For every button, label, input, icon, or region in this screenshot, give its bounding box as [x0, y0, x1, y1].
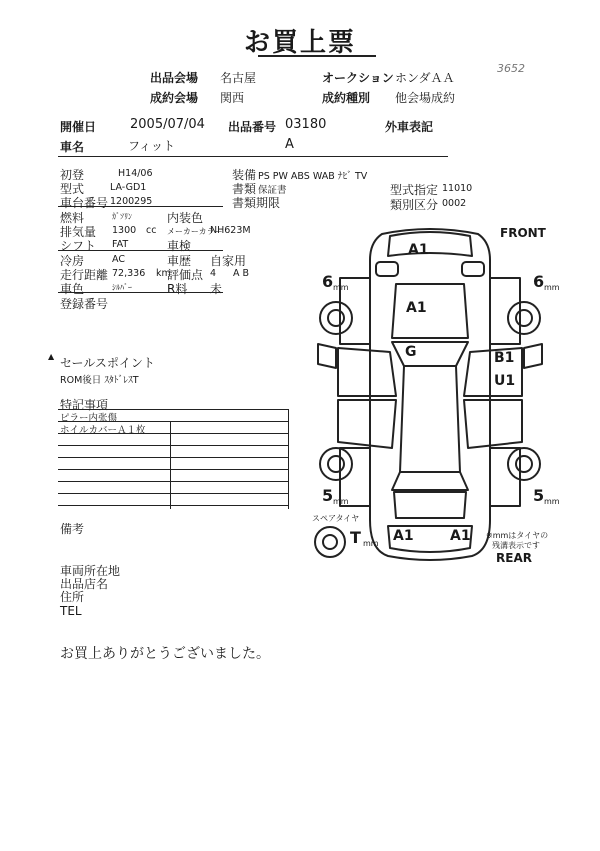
color-value: ｼﾙﾊﾞｰ — [112, 283, 132, 292]
diagram-note-2: 残溝表示です — [492, 541, 540, 550]
store-label: 出品店名 — [60, 577, 109, 591]
plate-label: 登録番号 — [60, 297, 109, 311]
wheel-front-left — [320, 302, 352, 334]
left-rear-door — [338, 400, 396, 448]
auction-value: ホンダＡＡ — [395, 71, 455, 85]
spare-unit: mm — [363, 539, 379, 548]
fuel-value: ｶﾞｿﾘﾝ — [112, 212, 132, 221]
lot-value: 03180 — [285, 117, 327, 132]
fuel-label: 燃料 — [60, 211, 85, 225]
venue-value: 名古屋 — [220, 71, 257, 85]
special-row-rule — [58, 469, 288, 470]
maker-color-label: メーカーカラー — [167, 227, 223, 236]
body-outline — [370, 229, 490, 560]
front-bumper — [388, 232, 472, 256]
disp-value: 1300 — [112, 225, 137, 236]
thanks-message: お買上ありがとうございました。 — [60, 646, 270, 662]
left-front-door — [338, 348, 396, 396]
score-sub: A B — [233, 268, 250, 279]
rear-label: REAR — [496, 551, 532, 565]
right-headlight — [462, 262, 484, 276]
special-row-rule — [58, 493, 288, 494]
rear-glass-panel — [392, 472, 468, 490]
venue-label: 出品会場 — [150, 71, 199, 85]
date-value: 2005/07/04 — [130, 117, 205, 132]
special-mid-divider — [170, 421, 171, 509]
chassis-label: 車台番号 — [60, 196, 109, 210]
history-label: 車歴 — [167, 254, 192, 268]
inspection-label: 車検 — [167, 239, 192, 253]
special-row-rule — [58, 433, 288, 434]
page-title: お買上票 — [243, 28, 356, 58]
mark-a1-rear-left: A1 — [393, 528, 414, 544]
ac-label: 冷房 — [60, 254, 85, 268]
interior-label: 内装色 — [167, 211, 204, 225]
score-value: 4 — [210, 268, 217, 279]
shift-value: FAT — [112, 239, 129, 250]
tire-rl-value: 5 — [322, 486, 334, 505]
score-label: 評価点 — [167, 268, 204, 282]
color-label: 車色 — [60, 282, 85, 296]
location-label: 車両所在地 — [60, 564, 121, 578]
windshield-panel — [392, 342, 468, 366]
wheel-spare — [315, 527, 345, 557]
chassis-value: 1200295 — [110, 196, 153, 207]
ac-value: AC — [112, 254, 125, 265]
class-value: 0002 — [442, 198, 467, 209]
tire-fl-value: 6 — [322, 272, 334, 291]
history-value: 自家用 — [210, 254, 247, 268]
tire-rl-unit: mm — [333, 497, 349, 506]
spare-tire-label: スペアタイヤ — [312, 514, 360, 523]
special-row-rule — [58, 481, 288, 482]
trunk-panel — [394, 492, 466, 518]
mark-a1-rear-right: A1 — [450, 528, 471, 544]
car-name-value: フィット — [128, 139, 176, 153]
bullet-mark: ▲ — [48, 352, 55, 361]
special-row-text: ホイルカバーＡ１枚 — [60, 425, 146, 436]
manual-label: 書類 — [232, 182, 257, 196]
maker-color-value: NH623M — [210, 225, 251, 236]
date-label: 開催日 — [60, 120, 97, 134]
sales-point-label: セールスポイント — [60, 356, 155, 370]
contract-venue-value: 関西 — [220, 91, 245, 105]
shift-label: シフト — [60, 239, 97, 253]
first-reg-label: 初登 — [60, 168, 85, 182]
auction-label: オークション — [322, 71, 394, 85]
type-spec-value: 11010 — [442, 183, 473, 194]
model-value: LA-GD1 — [110, 182, 147, 193]
special-row-rule — [58, 445, 288, 446]
sales-point-value: ROM後日 ｽﾀﾄﾞﾚｽT — [60, 375, 139, 386]
mark-b1: B1 — [494, 350, 515, 366]
spec-rule-2 — [58, 250, 223, 251]
foreign-label: 外車表記 — [385, 120, 434, 134]
mark-u1: U1 — [494, 373, 516, 389]
roof-panel — [400, 366, 460, 472]
wheel-rear-left — [320, 448, 352, 480]
r-value: 未 — [210, 282, 223, 296]
mark-g: G — [405, 344, 417, 360]
right-mirror — [524, 344, 542, 368]
left-headlight — [376, 262, 398, 276]
contract-type-label: 成約種別 — [322, 91, 371, 105]
car-name-grade: A — [285, 137, 294, 152]
right-front-fender — [490, 278, 520, 344]
special-row-rule — [58, 505, 288, 506]
wheel-rear-right — [508, 448, 540, 480]
front-label: FRONT — [500, 226, 546, 240]
equip-label: 装備 — [232, 168, 257, 182]
lot-label: 出品番号 — [228, 120, 277, 134]
special-right-border — [288, 409, 289, 509]
manual-value: 保証書 — [258, 185, 287, 196]
tire-fl-unit: mm — [333, 283, 349, 292]
tire-rr-unit: mm — [544, 497, 560, 506]
car-name-rule — [58, 156, 448, 157]
address-label: 住所 — [60, 590, 85, 604]
wheel-front-right — [508, 302, 540, 334]
tire-rr-value: 5 — [533, 486, 545, 505]
tel-label: TEL — [60, 604, 82, 618]
spec-rule-3 — [58, 292, 223, 293]
special-label: 特記事項 — [60, 398, 109, 412]
mileage-value: 72,336 — [112, 268, 146, 279]
mark-a1-hood: A1 — [406, 300, 427, 316]
equip-value: PS PW ABS WAB ﾅﾋﾞ TV — [258, 171, 368, 182]
model-label: 型式 — [60, 182, 85, 196]
disp-unit: cc — [146, 225, 157, 236]
spare-mark: T — [350, 528, 361, 547]
right-rear-door — [464, 400, 522, 448]
title-underline — [258, 55, 376, 57]
special-row-text: ピラー内张傷 — [60, 413, 118, 424]
first-reg-value: H14/06 — [118, 168, 153, 179]
spec-rule-1 — [58, 206, 223, 207]
diagram-note-1: ※mmはタイヤの — [486, 531, 549, 540]
mileage-unit: km — [156, 268, 171, 279]
hood-panel — [392, 284, 468, 338]
contract-venue-label: 成約会場 — [150, 91, 199, 105]
doc-period-label: 書類期限 — [232, 196, 281, 210]
mileage-label: 走行距離 — [60, 268, 109, 282]
remarks-label: 備考 — [60, 522, 85, 536]
tire-fr-unit: mm — [544, 283, 560, 292]
r-label: R料 — [167, 282, 188, 296]
special-row-rule — [58, 457, 288, 458]
class-label: 類別区分 — [390, 198, 439, 212]
left-mirror — [318, 344, 336, 368]
contract-type-value: 他会場成約 — [395, 91, 456, 105]
handwritten-note: 3652 — [497, 62, 525, 75]
car-name-label: 車名 — [60, 140, 85, 154]
tire-fr-value: 6 — [533, 272, 545, 291]
type-spec-label: 型式指定 — [390, 183, 439, 197]
mark-a1-front: A1 — [408, 242, 429, 258]
disp-label: 排気量 — [60, 225, 97, 239]
